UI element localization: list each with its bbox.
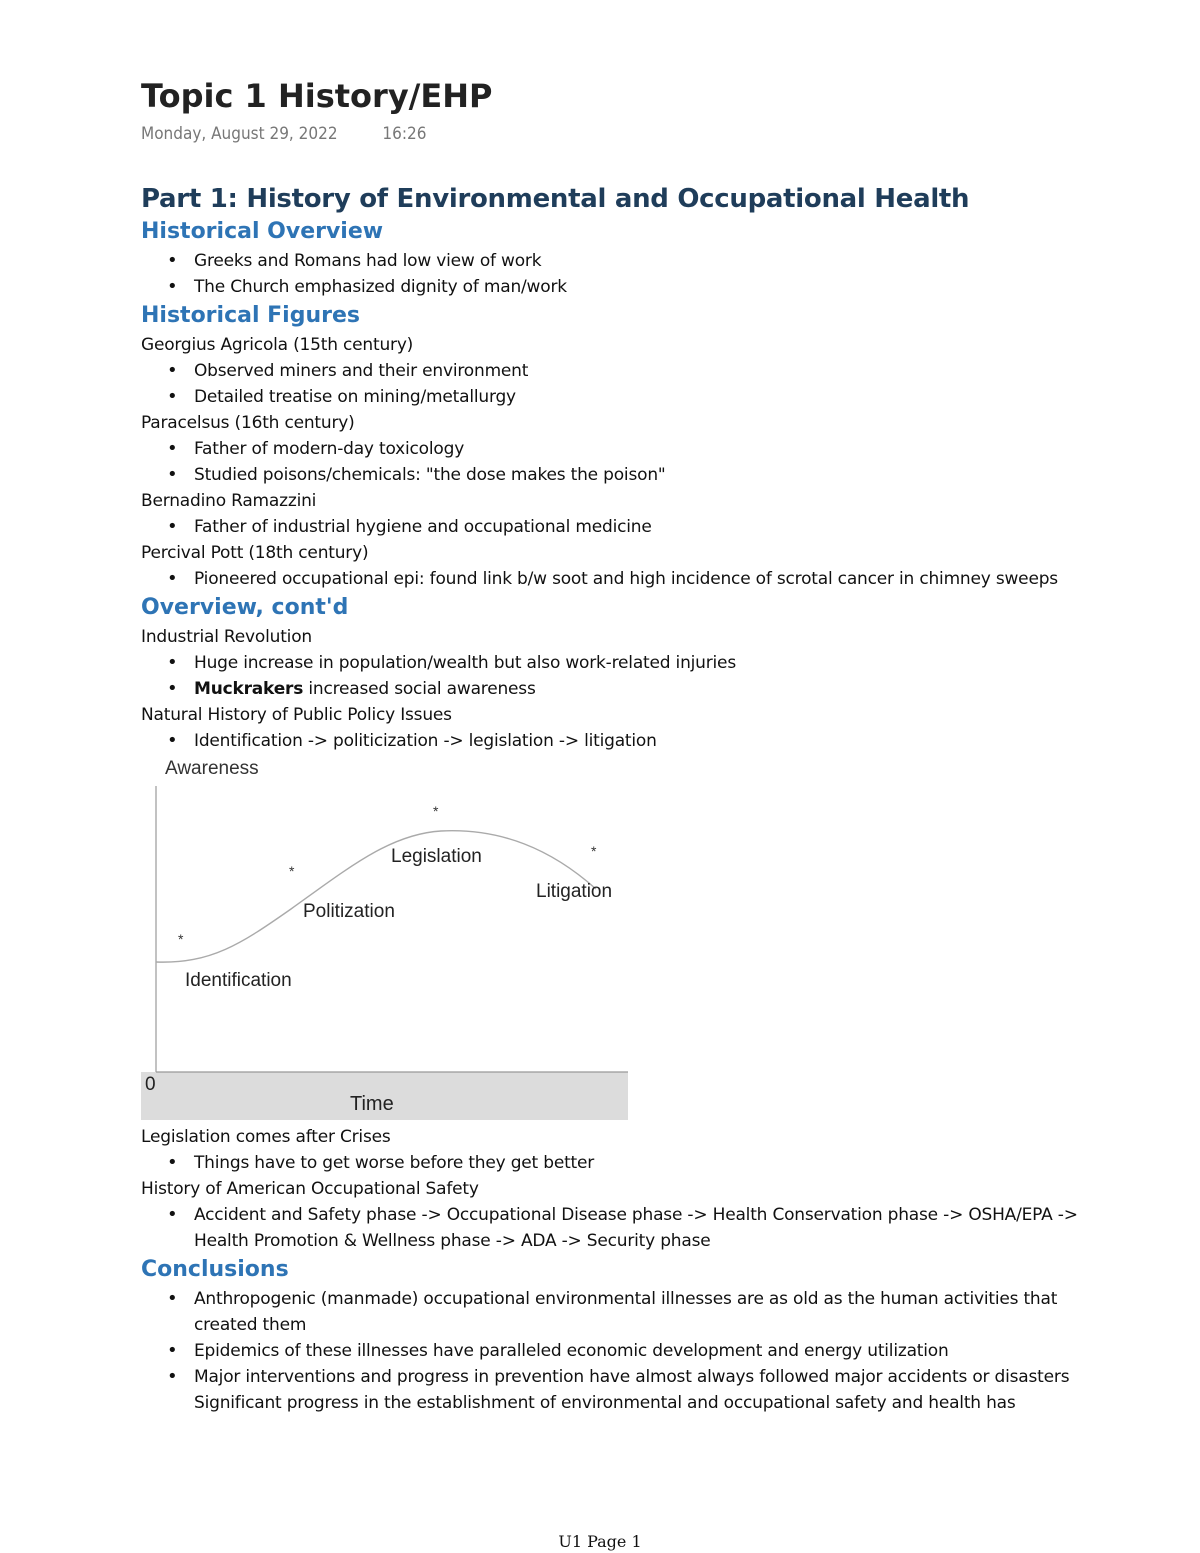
chart-marker-4: * xyxy=(591,843,597,859)
topic-industrial-revolution: Industrial Revolution xyxy=(141,627,312,647)
list-conclusions xyxy=(141,1286,1081,1390)
list-item: • Accident and Safety phase -> Occupational Disease phase -> Health Conservation phase -> OSHA/EPA -> Health Promotion & Wellness phase -> ADA -> Security phase xyxy=(141,1202,1081,1254)
muckrakers-rest: increased social awareness xyxy=(303,679,536,699)
list-natural-history xyxy=(141,728,1081,754)
list-item: • Pioneered occupational epi: found link b/w soot and high incidence of scrotal cancer in chimney sweeps xyxy=(141,566,1081,592)
chart-stage-litigation: Litigation xyxy=(536,881,613,902)
part-heading xyxy=(141,182,1081,216)
list-legislation-crises xyxy=(141,1150,1081,1176)
list-historical-overview xyxy=(141,248,1081,300)
chart-origin-label: 0 xyxy=(145,1074,156,1095)
chart-stage-politization: Politization xyxy=(303,901,395,922)
chart-marker-2: * xyxy=(289,863,295,879)
list-item: • Observed miners and their environment xyxy=(141,358,1081,384)
list-item: • Epidemics of these illnesses have paralleled economic development and energy utilization xyxy=(141,1338,1081,1364)
chart-xlabel: Time xyxy=(350,1093,394,1115)
list-american-safety xyxy=(141,1202,1081,1254)
list-item: • Identification -> politicization -> legislation -> litigation xyxy=(141,728,1081,754)
topic-legislation-crises: Legislation comes after Crises xyxy=(141,1127,391,1147)
chart-ylabel: Awareness xyxy=(165,758,259,779)
list-item: • Anthropogenic (manmade) occupational environmental illnesses are as old as the human activities that created them xyxy=(141,1286,1081,1338)
chart-curve xyxy=(156,831,596,962)
list-pott xyxy=(141,566,1081,592)
list-item: • Father of modern-day toxicology xyxy=(141,436,1081,462)
muckrakers-bold: Muckrakers xyxy=(194,679,304,699)
list-item: • Father of industrial hygiene and occupational medicine xyxy=(141,514,1081,540)
list-item: • Things have to get worse before they get better xyxy=(141,1150,1081,1176)
heading-historical-figures: Historical Figures xyxy=(141,303,361,328)
awareness-chart xyxy=(141,754,631,1124)
heading-historical-overview: Historical Overview xyxy=(141,219,384,244)
page-date: Monday, August 29, 2022 xyxy=(141,124,338,144)
part-heading-bold: History of Environmental and Occupational xyxy=(246,184,866,214)
heading-overview-contd: Overview, cont'd xyxy=(141,595,349,620)
list-item: • Greeks and Romans had low view of work xyxy=(141,248,1081,274)
part-heading-prefix: Part 1: xyxy=(141,184,247,214)
list-agricola xyxy=(141,358,1081,410)
figure-pott: Percival Pott (18th century) xyxy=(141,543,369,563)
list-paracelsus xyxy=(141,436,1081,488)
figure-paracelsus: Paracelsus (16th century) xyxy=(141,413,355,433)
chart-stage-identification: Identification xyxy=(185,970,292,991)
figure-agricola: Georgius Agricola (15th century) xyxy=(141,335,414,355)
list-item: • Detailed treatise on mining/metallurgy xyxy=(141,384,1081,410)
topic-natural-history: Natural History of Public Policy Issues xyxy=(141,705,452,725)
page-meta xyxy=(141,124,1081,152)
list-item: • Huge increase in population/wealth but also work-related injuries xyxy=(141,650,1081,676)
chart-stage-legislation: Legislation xyxy=(391,846,482,867)
page-footer: U1 Page 1 xyxy=(558,1532,642,1551)
chart-marker-3: * xyxy=(433,803,439,819)
document-page xyxy=(141,74,1081,1416)
chart-marker-1: * xyxy=(178,931,184,947)
figure-ramazzini: Bernadino Ramazzini xyxy=(141,491,317,511)
list-item: • Studied poisons/chemicals: "the dose makes the poison" xyxy=(141,462,1081,488)
awareness-chart-svg xyxy=(141,754,631,1124)
page-time: 16:26 xyxy=(382,124,427,144)
conclusion-continuation: Significant progress in the establishment of environmental and occupational safety and health has xyxy=(194,1393,1016,1413)
part-heading-suffix: Health xyxy=(865,184,970,214)
list-item xyxy=(141,676,1081,702)
list-item: • Major interventions and progress in prevention have almost always followed major accidents or disasters xyxy=(141,1364,1081,1390)
list-industrial-revolution xyxy=(141,650,1081,702)
heading-conclusions: Conclusions xyxy=(141,1257,289,1282)
list-item: • The Church emphasized dignity of man/work xyxy=(141,274,1081,300)
page-title: Topic 1 History/EHP xyxy=(141,77,493,115)
list-ramazzini xyxy=(141,514,1081,540)
topic-american-safety: History of American Occupational Safety xyxy=(141,1179,479,1199)
